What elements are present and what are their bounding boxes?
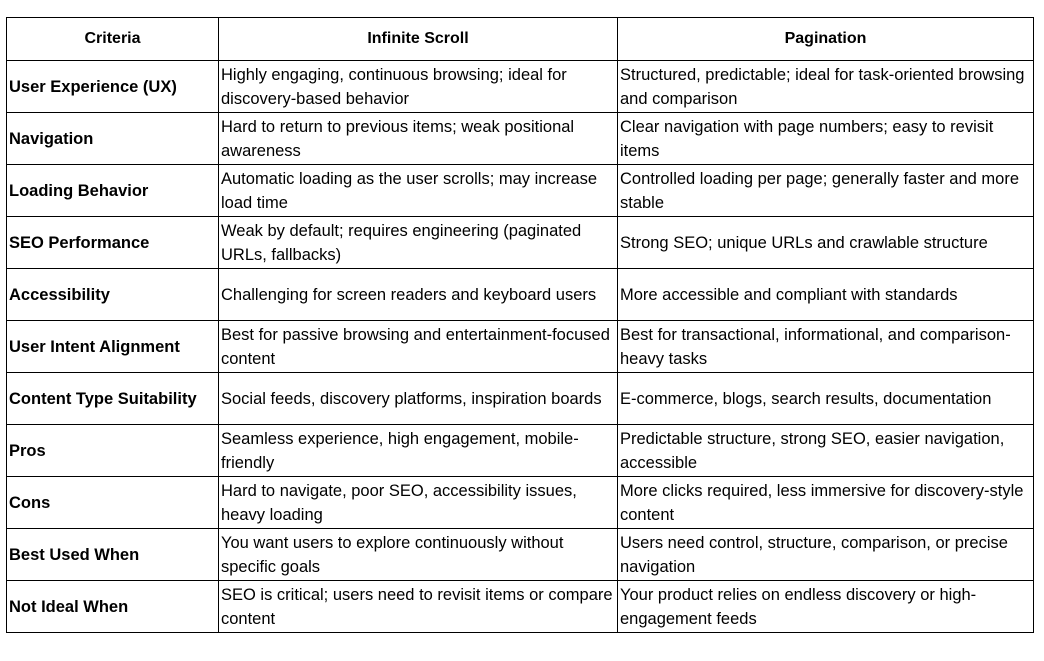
infinite-scroll-cell: Automatic loading as the user scrolls; may increase load time	[219, 165, 618, 217]
pagination-cell: Clear navigation with page numbers; easy to revisit items	[618, 113, 1034, 165]
pagination-cell: Users need control, structure, comparison, or precise navigation	[618, 529, 1034, 581]
infinite-scroll-cell: Hard to return to previous items; weak positional awareness	[219, 113, 618, 165]
criteria-cell: User Intent Alignment	[7, 321, 219, 373]
infinite-scroll-cell: Highly engaging, continuous browsing; ideal for discovery-based behavior	[219, 61, 618, 113]
criteria-cell: SEO Performance	[7, 217, 219, 269]
infinite-scroll-cell: Challenging for screen readers and keyboard users	[219, 269, 618, 321]
table-row	[7, 113, 1034, 165]
criteria-cell: Pros	[7, 425, 219, 477]
table-row	[7, 581, 1034, 633]
infinite-scroll-cell: Weak by default; requires engineering (paginated URLs, fallbacks)	[219, 217, 618, 269]
pagination-cell: Strong SEO; unique URLs and crawlable structure	[618, 217, 1034, 269]
table-row	[7, 61, 1034, 113]
table-row	[7, 217, 1034, 269]
table-row	[7, 477, 1034, 529]
criteria-cell: Loading Behavior	[7, 165, 219, 217]
criteria-cell: Cons	[7, 477, 219, 529]
comparison-table	[6, 17, 1034, 633]
criteria-cell: Not Ideal When	[7, 581, 219, 633]
pagination-cell: Structured, predictable; ideal for task-oriented browsing and comparison	[618, 61, 1034, 113]
infinite-scroll-cell: SEO is critical; users need to revisit items or compare content	[219, 581, 618, 633]
criteria-cell: Best Used When	[7, 529, 219, 581]
criteria-cell: User Experience (UX)	[7, 61, 219, 113]
pagination-cell: More accessible and compliant with standards	[618, 269, 1034, 321]
table-row	[7, 529, 1034, 581]
table-row	[7, 165, 1034, 217]
table-row	[7, 321, 1034, 373]
infinite-scroll-cell: Social feeds, discovery platforms, inspiration boards	[219, 373, 618, 425]
table-row	[7, 425, 1034, 477]
criteria-cell: Accessibility	[7, 269, 219, 321]
criteria-cell: Navigation	[7, 113, 219, 165]
infinite-scroll-cell: You want users to explore continuously without specific goals	[219, 529, 618, 581]
table-row	[7, 373, 1034, 425]
header-row	[7, 18, 1034, 61]
header-infinite-scroll: Infinite Scroll	[219, 18, 618, 61]
table-row	[7, 269, 1034, 321]
infinite-scroll-cell: Hard to navigate, poor SEO, accessibility issues, heavy loading	[219, 477, 618, 529]
header-criteria: Criteria	[7, 18, 219, 61]
pagination-cell: Your product relies on endless discovery or high-engagement feeds	[618, 581, 1034, 633]
pagination-cell: Predictable structure, strong SEO, easier navigation, accessible	[618, 425, 1034, 477]
pagination-cell: E-commerce, blogs, search results, documentation	[618, 373, 1034, 425]
criteria-cell: Content Type Suitability	[7, 373, 219, 425]
infinite-scroll-cell: Seamless experience, high engagement, mobile-friendly	[219, 425, 618, 477]
pagination-cell: Best for transactional, informational, and comparison-heavy tasks	[618, 321, 1034, 373]
pagination-cell: Controlled loading per page; generally faster and more stable	[618, 165, 1034, 217]
pagination-cell: More clicks required, less immersive for discovery-style content	[618, 477, 1034, 529]
header-pagination: Pagination	[618, 18, 1034, 61]
infinite-scroll-cell: Best for passive browsing and entertainment-focused content	[219, 321, 618, 373]
